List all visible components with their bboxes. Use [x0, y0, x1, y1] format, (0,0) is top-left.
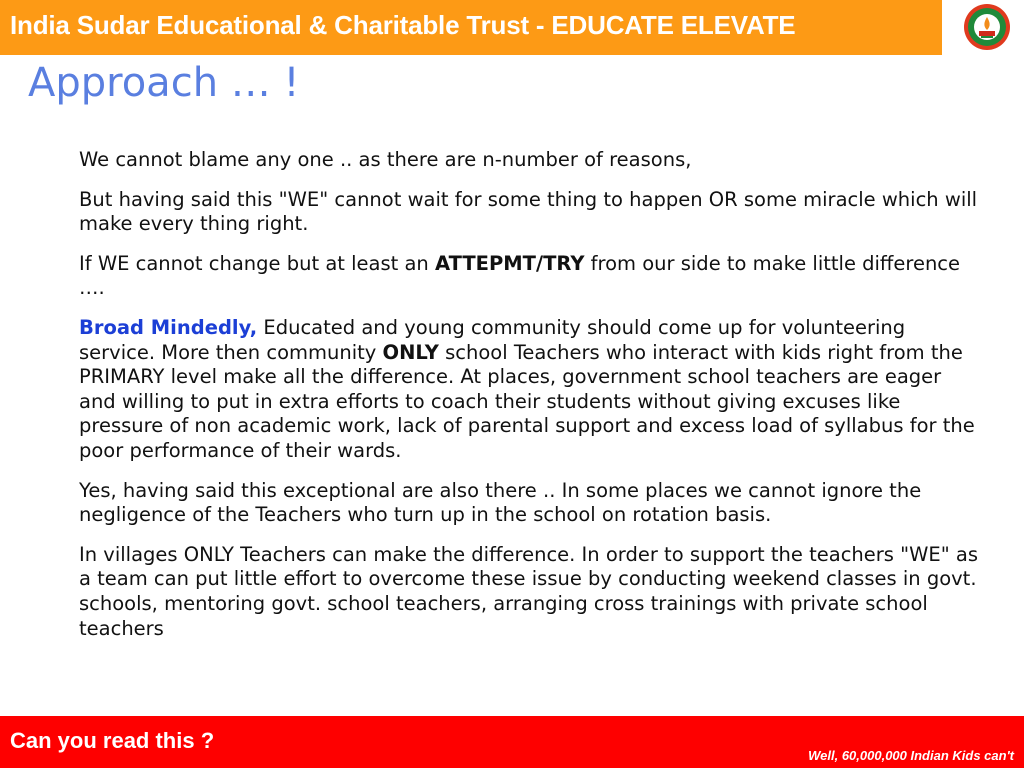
india-sudar-logo-icon: [962, 2, 1012, 52]
footer-question: Can you read this ?: [10, 728, 215, 753]
paragraph-4-text-after: school Teachers who interact with kids right from the PRIMARY level make all the difference. At places, government school teachers are eager and willing to put in extra efforts to coach their students without giving excuses like pressure of non academic work, lack of parental support and excess load of syllabus for the poor performance of their wards.: [79, 340, 975, 462]
paragraph-3-emphasis: ATTEPMT/TRY: [435, 251, 585, 275]
paragraph-3-text-before: If WE cannot change but at least an: [79, 251, 435, 275]
footer-tagline: Well, 60,000,000 Indian Kids can't: [808, 748, 1014, 763]
paragraph-1: [79, 148, 979, 173]
paragraph-3-text-after: from our side to make little difference ….: [79, 251, 961, 300]
paragraph-2: [79, 188, 979, 237]
paragraph-4-lead: Broad Mindedly,: [79, 315, 258, 339]
paragraph-6: [79, 543, 979, 641]
slide-body: [79, 148, 979, 656]
paragraph-5: [79, 479, 979, 528]
paragraph-2-text: But having said this "WE" cannot wait for some thing to happen OR some miracle which will make every thing right.: [79, 187, 978, 236]
paragraph-1-text: We cannot blame any one .. as there are n-number of reasons,: [79, 148, 692, 171]
slide-title: Approach … !: [28, 60, 300, 106]
paragraph-5-text: Yes, having said this exceptional are also there .. In some places we cannot ignore the negligence of the Teachers who turn up in the school on rotation basis.: [79, 478, 922, 527]
footer-bar: [0, 716, 1024, 768]
paragraph-6-text: In villages ONLY Teachers can make the difference. In order to support the teachers "WE" as a team can put little effort to overcome these issue by conducting weekend classes in govt. schools, mentoring govt. school teachers, arranging cross trainings with private school teachers: [79, 542, 978, 640]
paragraph-3: [79, 252, 979, 301]
header-bar: [0, 0, 1024, 55]
paragraph-4: [79, 316, 979, 464]
paragraph-4-emphasis: ONLY: [382, 340, 439, 364]
paragraph-4-text-mid: Educated and young community should come up for volunteering service. More then community: [79, 315, 906, 364]
logo-container: [942, 0, 1024, 55]
header-title: India Sudar Educational & Charitable Trust - EDUCATE ELEVATE: [10, 10, 796, 40]
